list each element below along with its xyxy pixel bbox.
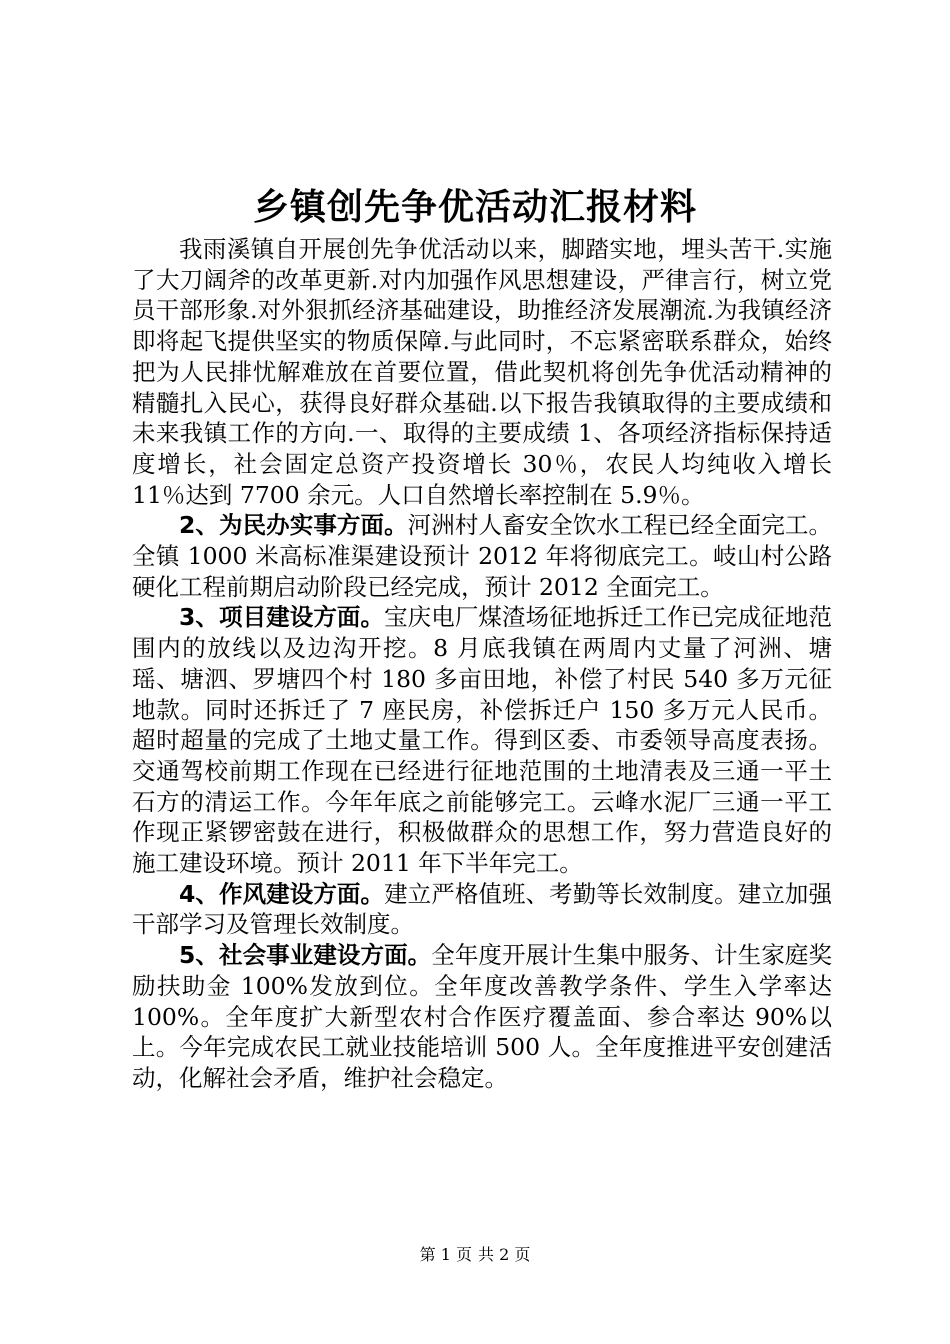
page-footer <box>0 1245 950 1265</box>
paragraph-text: 我雨溪镇自开展创先争优活动以来，脚踏实地，埋头苦干.实施了大刀阔斧的改革更新.对内加强作风思想建设，严律言行，树立党员干部形象.对外狠抓经济基础建设，助推经济发展潮流.为我镇经济即将起飞提供坚实的物质保障.与此同时，不忘紧密联系群众，始终把为人民排忧解难放在首要位置，借此契机将创先争优活动精神的精髓扎入民心，获得良好群众基础.以下报告我镇取得的主要成绩和未来我镇工作的方向.一、取得的主要成绩 1、各项经济指标保持适度增长，社会固定总资产投资增长 30％，农民人均纯收入增长 11％达到 7700 余元。人口自然增长率控制在 5.9％。 <box>132 235 832 509</box>
paragraph-heading: 5、社会事业建设方面。 <box>179 941 432 970</box>
paragraph-heading: 4、作风建设方面。 <box>179 879 385 908</box>
page-total: 共 2 页 <box>478 1245 531 1264</box>
paragraph-intro <box>132 234 832 510</box>
paragraph-text: 建立严格值班、考勤等长效制度。建立加强干部学习及管理长效制度。 <box>132 879 833 939</box>
document-title: 乡镇创先争优活动汇报材料 <box>252 187 697 228</box>
paragraph-heading: 2、为民办实事方面。 <box>179 511 408 540</box>
paragraph-work-style <box>132 879 832 940</box>
paragraph-practical-affairs <box>132 510 832 602</box>
page-number: 第 1 页 <box>419 1245 472 1264</box>
paragraph-text: 河洲村人畜安全饮水工程已经全面完工。全镇 1000 米高标准渠建设预计 2012 年将彻底完工。岐山村公路硬化工程前期启动阶段已经完成，预计 2012 全面完工。 <box>132 511 833 601</box>
paragraph-heading: 3、项目建设方面。 <box>179 603 385 632</box>
paragraph-text: 全年度开展计生集中服务、计生家庭奖励扶助金 100%发放到位。全年度改善教学条件、学生入学率达 100%。全年度扩大新型农村合作医疗覆盖面、参合率达 90%以上。今年完成农民工就业技能培训 500 人。全年度推进平安创建活动，化解社会矛盾，维护社会稳定。 <box>132 941 833 1092</box>
document-body <box>132 234 832 1094</box>
paragraph-project-construction <box>132 602 832 878</box>
paragraph-social-affairs <box>132 940 832 1094</box>
paragraph-text: 宝庆电厂煤渣场征地拆迁工作已完成征地范围内的放线以及边沟开挖。8 月底我镇在两周内丈量了河洲、塘瑶、塘泗、罗塘四个村 180 多亩田地，补偿了村民 540 多万元征地款。同时还拆迁了 7 座民房，补偿拆迁户 150 多万元人民币。超时超量的完成了土地丈量工作。得到区委、市委领导高度表扬。交通驾校前期工作现在已经进行征地范围的土地清表及三通一平土石方的清运工作。今年年底之前能够完工。云峰水泥厂三通一平工作现正紧锣密鼓在进行，积极做群众的思想工作，努力营造良好的施工建设环境。预计 2011 年下半年完工。 <box>132 603 833 878</box>
